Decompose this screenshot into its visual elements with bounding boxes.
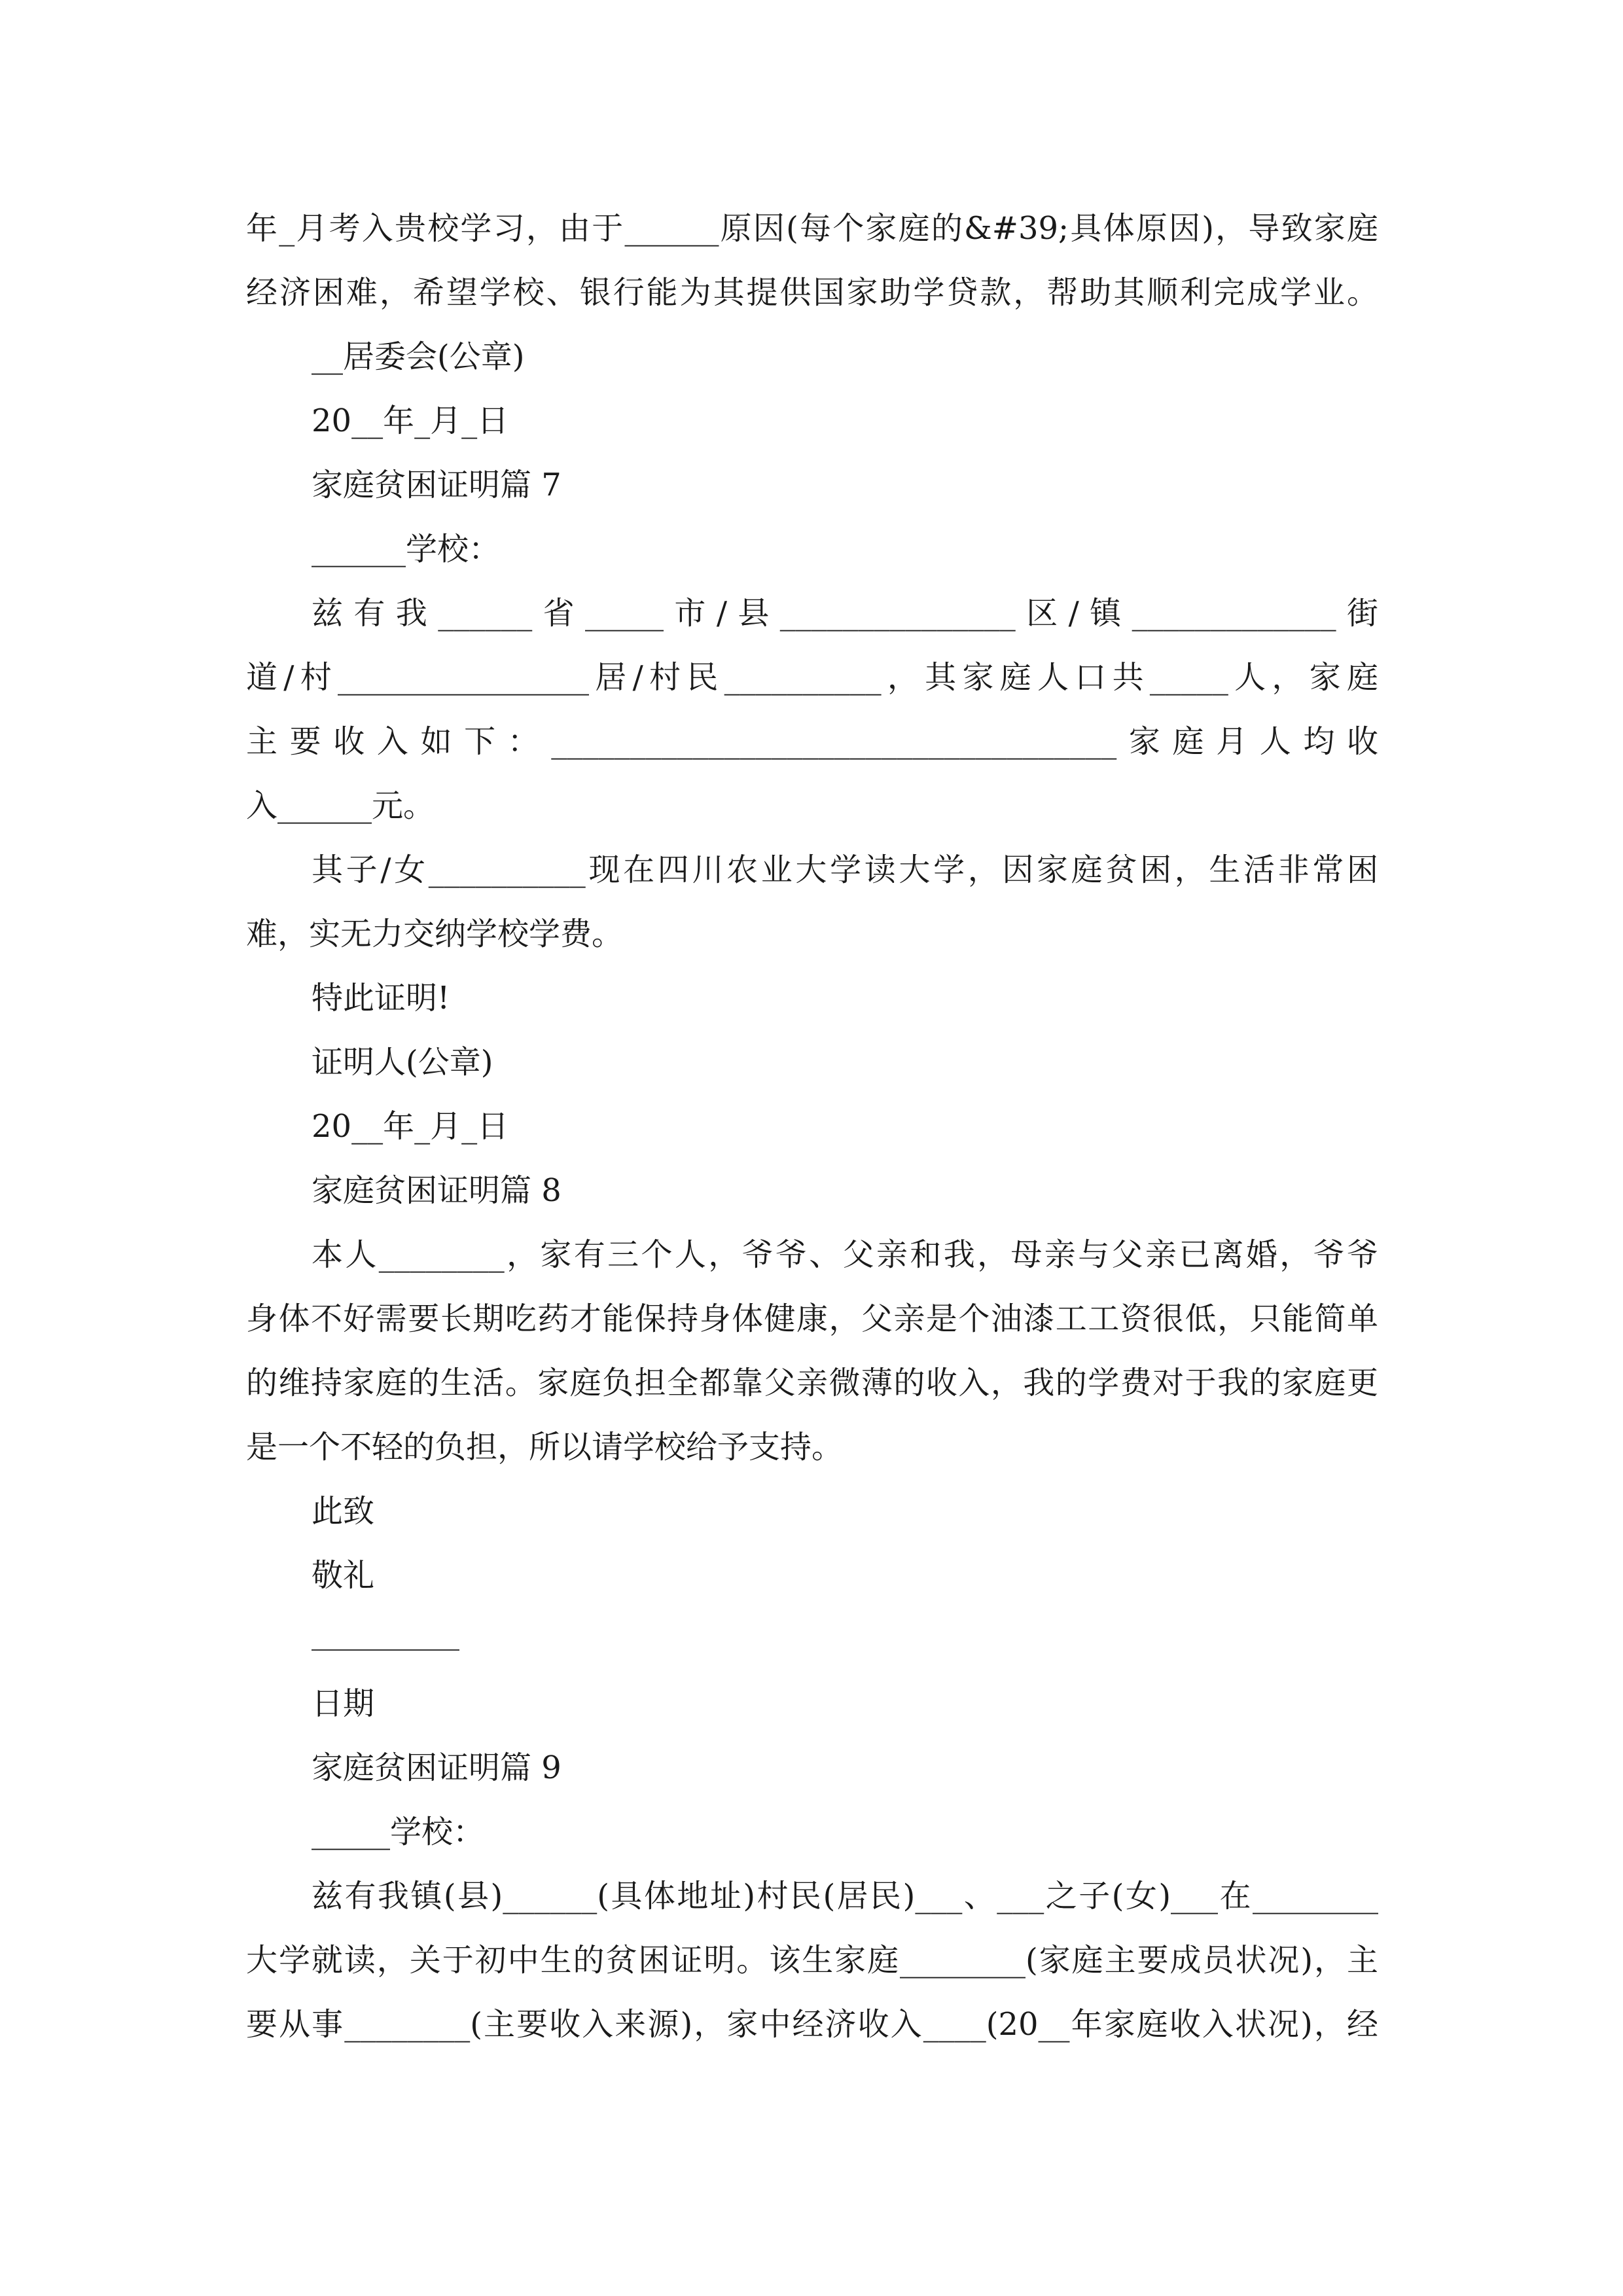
body-line: 道/村________________居/村民__________，其家庭人口共_____人，家庭: [246, 659, 1378, 696]
body-line: 要从事________(主要收入来源)，家中经济收入____(20__年家庭收入状况)，经: [246, 2006, 1378, 2043]
closing-line: 敬礼: [312, 1557, 375, 1594]
body-line: 难，实无力交纳学校学费。: [246, 916, 624, 952]
body-line: 的维持家庭的生活。家庭负担全都靠父亲微薄的收入，我的学费对于我的家庭更: [246, 1365, 1378, 1401]
body-line: 兹有我______省_____市/县_______________区/镇_____________街: [312, 595, 1378, 632]
section-heading: 家庭贫困证明篇 9: [312, 1749, 562, 1786]
body-line: 兹有我镇(县)______(具体地址)村民(居民)___、___之子(女)___在________: [312, 1878, 1378, 1914]
body-line: 入______元。: [246, 787, 435, 824]
date-label: 日期: [312, 1685, 375, 1722]
salutation: _____学校：: [312, 1814, 485, 1850]
salutation: ______学校：: [312, 531, 501, 567]
signature-line: __居委会(公章): [312, 338, 525, 375]
section-heading: 家庭贫困证明篇 8: [312, 1172, 562, 1209]
body-line: 年_月考入贵校学习，由于______原因(每个家庭的&#39;具体原因)，导致家庭: [246, 210, 1378, 247]
body-line: 本人________，家有三个人，爷爷、父亲和我，母亲与父亲已离婚，爷爷: [312, 1236, 1378, 1273]
signature-rule: [312, 1649, 459, 1651]
body-line: 经济困难，希望学校、银行能为其提供国家助学贷款，帮助其顺利完成学业。: [246, 274, 1378, 311]
closing-line: 此致: [312, 1493, 375, 1530]
signature-line: 证明人(公章): [312, 1044, 493, 1081]
body-line: 是一个不轻的负担，所以请学校给予支持。: [246, 1429, 844, 1465]
body-line: 其子/女__________现在四川农业大学读大学，因家庭贫困，生活非常困: [312, 852, 1378, 888]
body-line: 主要收入如下：____________________________________家庭月人均收: [246, 723, 1378, 760]
section-heading: 家庭贫困证明篇 7: [312, 467, 562, 503]
closing-line: 特此证明!: [312, 980, 450, 1016]
date-line: 20__年_月_日: [312, 1108, 509, 1145]
body-line: 大学就读，关于初中生的贫困证明。该生家庭________(家庭主要成员状况)，主: [246, 1942, 1378, 1979]
date-line: 20__年_月_日: [312, 403, 509, 439]
body-line: 身体不好需要长期吃药才能保持身体健康，父亲是个油漆工工资很低，只能简单: [246, 1300, 1378, 1337]
